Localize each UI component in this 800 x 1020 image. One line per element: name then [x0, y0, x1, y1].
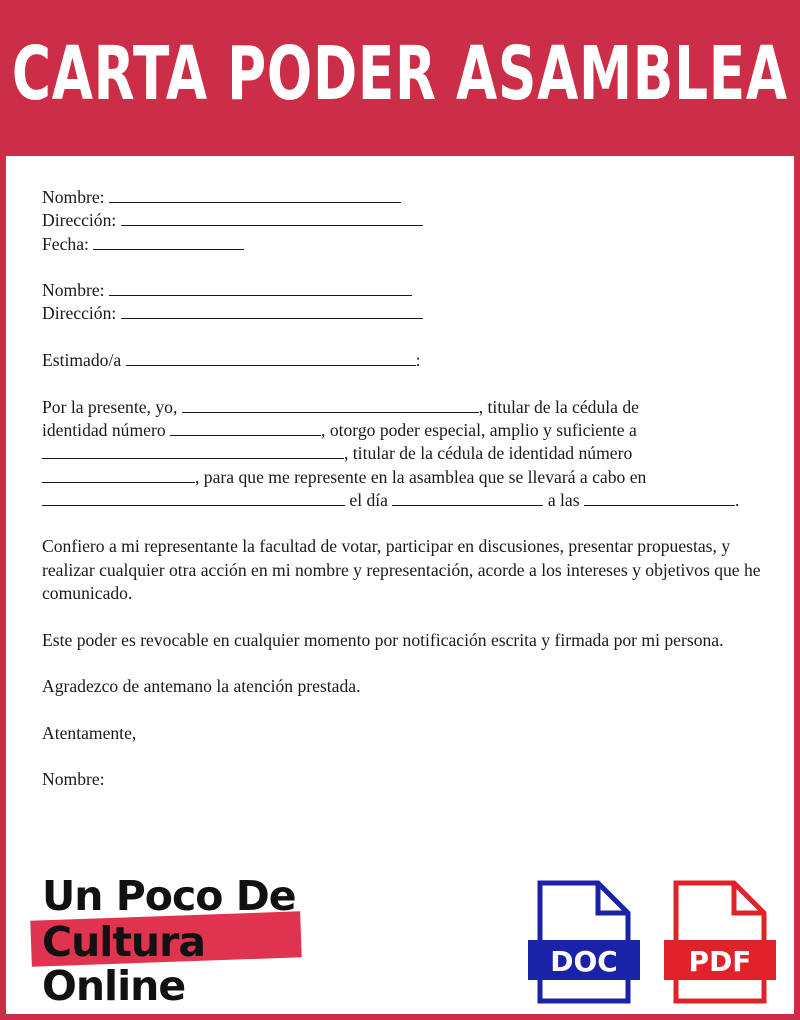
p1-text: a las	[547, 489, 580, 510]
sender-name-label: Nombre:	[42, 187, 105, 207]
recipient-name-blank[interactable]	[109, 281, 412, 296]
date-label: Fecha:	[42, 233, 89, 254]
p1-text: Por la presente, yo,	[42, 396, 178, 417]
page-title: CARTA PODER ASAMBLEA	[12, 31, 788, 117]
p1-text: , otorgo poder especial, amplio y suficiente a	[321, 419, 637, 440]
date-blank[interactable]	[93, 235, 244, 250]
assembly-date-blank[interactable]	[392, 491, 543, 506]
p1-text: .	[734, 489, 740, 510]
sender-address-line	[42, 209, 772, 232]
page-header	[0, 0, 800, 156]
paragraph-revocation: Este poder es revocable en cualquier momento por notificación escrita y firmada por mi persona.	[42, 629, 724, 650]
brand-logo	[28, 870, 318, 1010]
doc-label: DOC	[550, 945, 618, 978]
greeting-colon: :	[415, 350, 421, 371]
logo-line-2: Cultura	[42, 918, 206, 966]
paragraph-thanks: Agradezco de antemano la atención prestada.	[42, 676, 361, 697]
recipient-address-line	[42, 302, 772, 325]
paragraph-powers: Confiero a mi representante la facultad de votar, participar en discusiones, presentar propuestas, y realizar cualquier otra acción en mi nombre y representación, acorde a los intereses y objetivos que he comunicado.	[42, 536, 761, 604]
assembly-location-blank[interactable]	[42, 491, 345, 506]
p1-text: el día	[349, 489, 388, 510]
p1-text: , titular de la cédula de	[478, 396, 639, 417]
p1-text: identidad número	[42, 419, 166, 440]
recipient-address-label: Dirección:	[42, 303, 117, 324]
sender-name-blank[interactable]	[109, 188, 401, 203]
doc-download-icon[interactable]	[526, 880, 644, 1006]
paragraph-grant	[42, 396, 772, 512]
pdf-label: PDF	[688, 945, 752, 978]
recipient-name-line	[42, 279, 772, 302]
greeting-blank[interactable]	[126, 351, 416, 366]
assembly-time-blank[interactable]	[584, 491, 735, 506]
p1-text: , titular de la cédula de identidad número	[344, 443, 633, 464]
logo-line-3: Online	[42, 962, 186, 1010]
grantor-id-blank[interactable]	[170, 421, 321, 436]
signature-name-label: Nombre:	[42, 769, 105, 790]
greeting-line	[42, 349, 772, 372]
pdf-download-icon[interactable]	[662, 880, 780, 1006]
grantor-name-blank[interactable]	[182, 398, 479, 413]
sender-address-blank[interactable]	[121, 211, 423, 226]
letter-body	[42, 186, 772, 792]
recipient-address-blank[interactable]	[121, 304, 423, 319]
representative-name-blank[interactable]	[42, 444, 344, 459]
sender-address-label: Dirección:	[42, 210, 117, 231]
representative-id-blank[interactable]	[42, 468, 195, 483]
date-line	[42, 233, 772, 256]
logo-line-1: Un Poco De	[42, 872, 296, 920]
recipient-name-label: Nombre:	[42, 280, 105, 301]
sender-name-line	[42, 186, 772, 209]
closing: Atentamente,	[42, 722, 137, 743]
greeting-text: Estimado/a	[42, 350, 122, 371]
p1-text: , para que me represente en la asamblea que se llevará a cabo en	[195, 466, 647, 487]
